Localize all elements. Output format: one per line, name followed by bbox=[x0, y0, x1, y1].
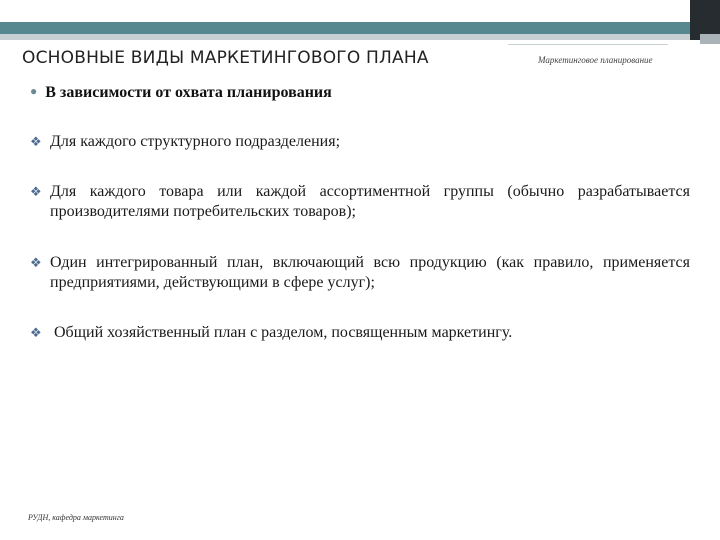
list-item bbox=[30, 323, 690, 343]
diamond-bullet-icon: ❖ bbox=[30, 184, 42, 199]
diamond-bullet-icon: ❖ bbox=[30, 325, 42, 340]
slide-title: ОСНОВНЫЕ ВИДЫ МАРКЕТИНГОВОГО ПЛАНА bbox=[22, 48, 429, 68]
footer-note: РУДН, кафедра маркетинга bbox=[28, 513, 124, 522]
section-heading-text: В зависимости от охвата планирования bbox=[45, 84, 332, 101]
section-heading bbox=[30, 84, 332, 102]
list-item bbox=[30, 182, 690, 222]
diamond-bullet-icon: ❖ bbox=[30, 134, 42, 149]
list-item-text: Общий хозяйственный план с разделом, посвященным маркетингу. bbox=[54, 324, 513, 341]
list-item bbox=[30, 132, 690, 152]
round-bullet-icon: ● bbox=[30, 84, 38, 98]
list-item-text: Для каждого структурного подразделения; bbox=[50, 133, 341, 150]
top-band bbox=[0, 0, 720, 22]
title-rule bbox=[508, 44, 668, 45]
list-item-text: Один интегрированный план, включающий всю продукцию (как правило, применяется предприятиями, действующими в сфере услуг); bbox=[50, 254, 690, 291]
grey-band bbox=[0, 34, 720, 40]
teal-band bbox=[0, 22, 720, 34]
diamond-bullet-icon: ❖ bbox=[30, 255, 42, 270]
list-item bbox=[30, 253, 690, 293]
header-note: Маркетинговое планирование bbox=[538, 55, 653, 65]
corner-accent-grey bbox=[700, 34, 720, 44]
list-item-text: Для каждого товара или каждой ассортиментной группы (обычно разрабатывается производителями потребительских товаров); bbox=[50, 183, 690, 220]
